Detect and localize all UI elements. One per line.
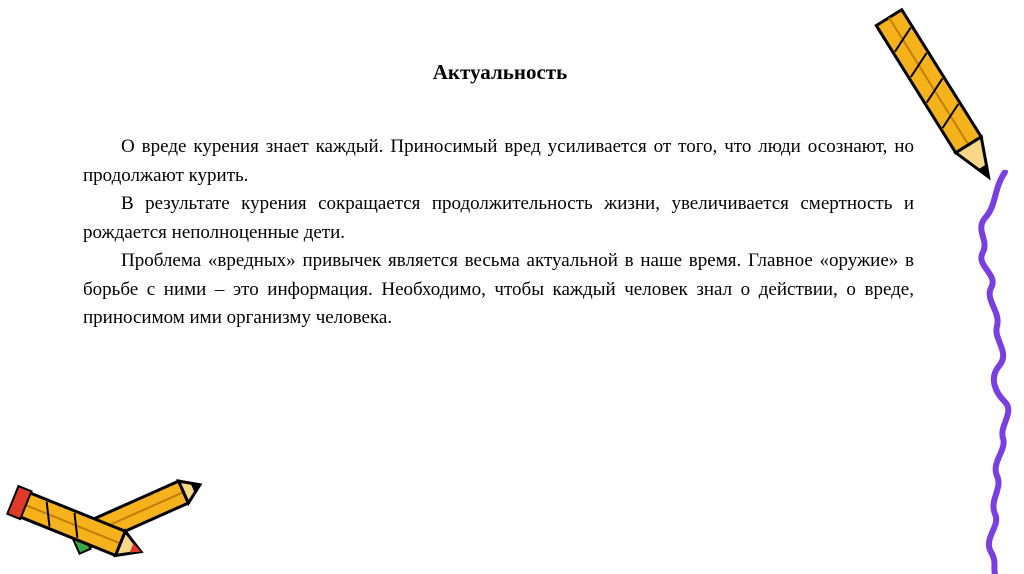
paragraph: О вреде курения знает каждый. Приносимый вред усиливается от того, что люди осознают, но продолжают курить.	[83, 136, 914, 186]
squiggle-line-decoration	[955, 170, 1024, 574]
paragraph: Проблема «вредных» привычек является весьма актуальной в наше время. Главное «оружие» в борьбе с ними – это информация. Необходимо, чтобы каждый человек знал о действии, о вреде, приносимом ими организму человека.	[83, 250, 914, 328]
slide-body	[83, 133, 914, 333]
pencil-icon	[0, 478, 160, 574]
paragraph: В результате курения сокращается продолжительность жизни, увеличивается смертность и рождается неполноценные дети.	[83, 193, 914, 243]
slide-title: Актуальность	[432, 60, 568, 84]
